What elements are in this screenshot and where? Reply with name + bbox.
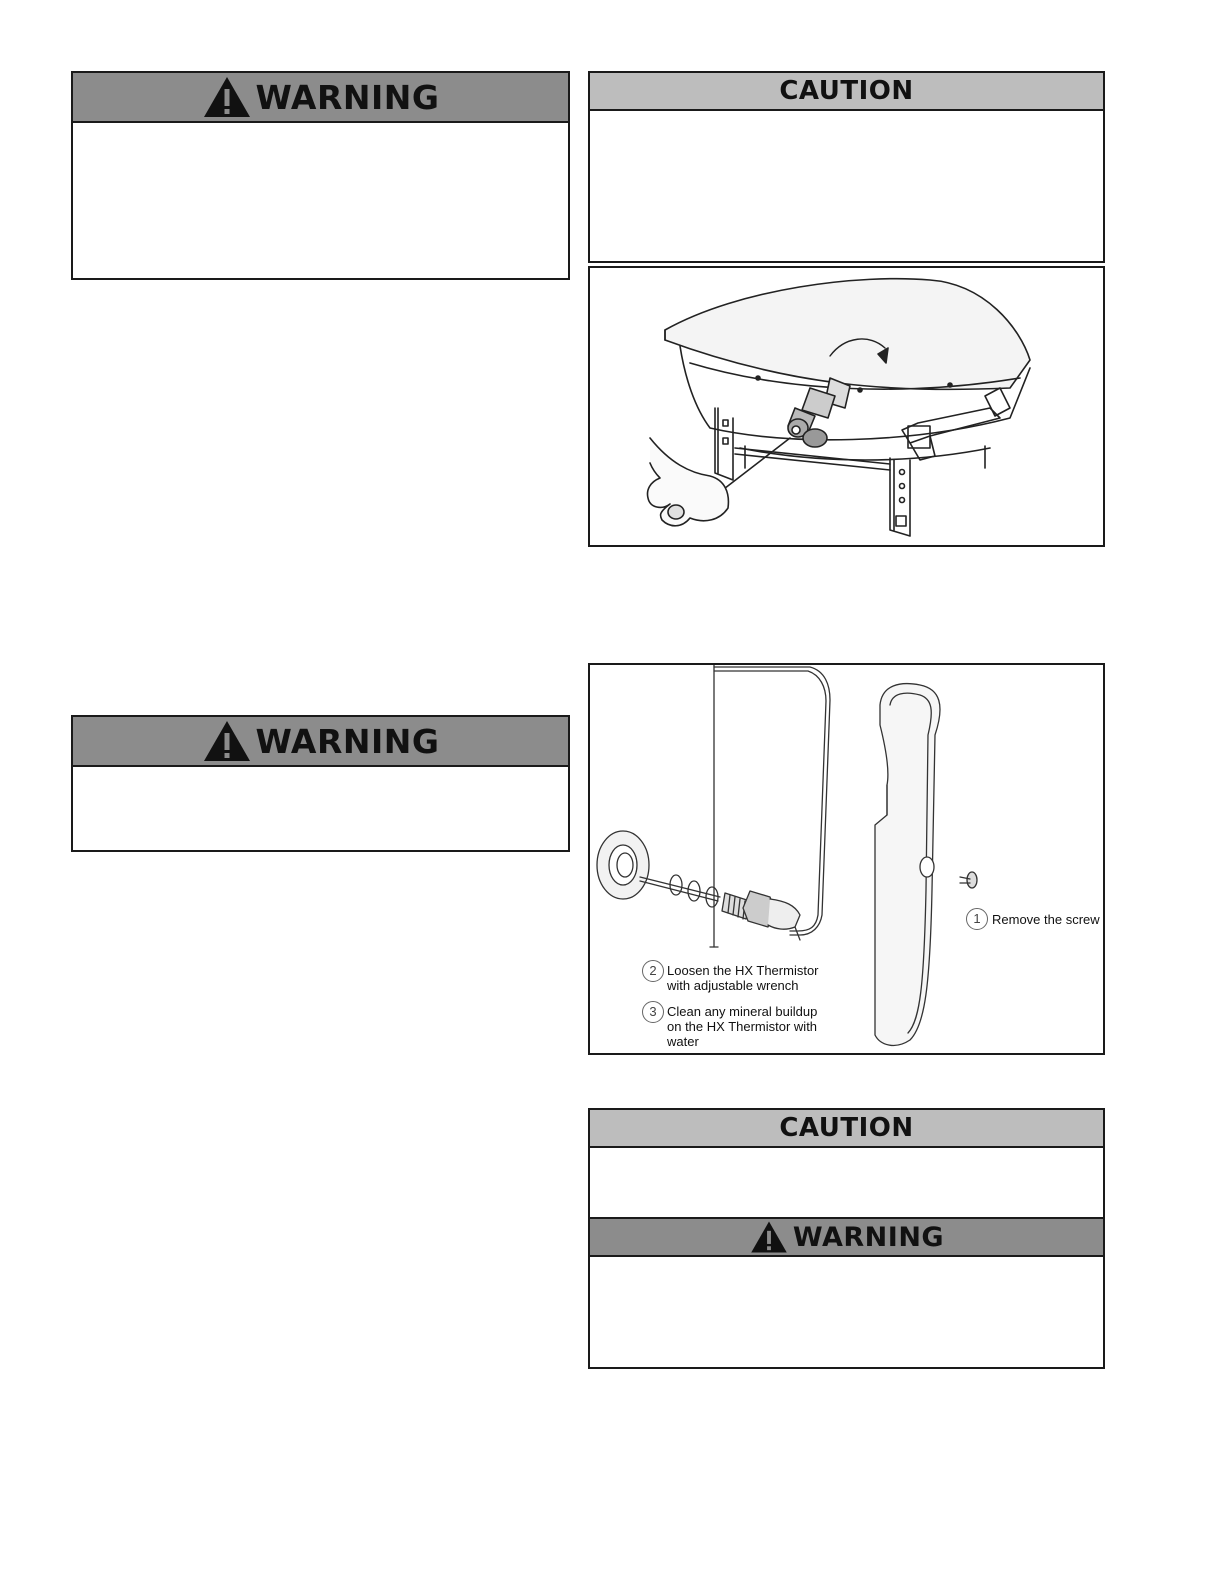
warning-header-1 bbox=[73, 73, 568, 123]
warning-box-3 bbox=[588, 1217, 1105, 1369]
caution-box-2 bbox=[588, 1108, 1105, 1219]
step-3-line-2: on the HX Thermistor with bbox=[667, 1019, 818, 1034]
figure-thermistor-removal bbox=[588, 266, 1105, 547]
step-2-line-1: Loosen the HX Thermistor bbox=[667, 963, 819, 978]
caution-label-2: CAUTION bbox=[779, 1113, 914, 1143]
warning-header-2 bbox=[73, 717, 568, 767]
step-2-line-2: with adjustable wrench bbox=[667, 978, 799, 993]
hx-thermistor-illustration bbox=[590, 665, 1103, 1053]
warning-label-3: WARNING bbox=[792, 1221, 945, 1253]
step-2-text bbox=[667, 963, 819, 993]
step-3-line-1: Clean any mineral buildup bbox=[667, 1004, 818, 1019]
step-1-text: Remove the screw bbox=[992, 912, 1100, 927]
step-3-number: 3 bbox=[642, 1001, 664, 1023]
warning-triangle-icon bbox=[202, 719, 252, 763]
caution-box-1 bbox=[588, 71, 1105, 263]
warning-triangle-icon bbox=[749, 1220, 789, 1254]
step-3-text bbox=[667, 1004, 817, 1049]
warning-box-1 bbox=[71, 71, 570, 280]
warning-label-1: WARNING bbox=[255, 77, 440, 117]
step-3-line-3: water bbox=[667, 1034, 699, 1049]
caution-label-1: CAUTION bbox=[779, 76, 914, 106]
step-1-number: 1 bbox=[966, 908, 988, 930]
figure-hx-thermistor bbox=[588, 663, 1105, 1055]
caution-header-2 bbox=[590, 1110, 1103, 1148]
heat-exchanger-illustration bbox=[590, 268, 1103, 545]
warning-box-2 bbox=[71, 715, 570, 852]
step-2-number: 2 bbox=[642, 960, 664, 982]
warning-header-3 bbox=[590, 1219, 1103, 1257]
warning-triangle-icon bbox=[202, 75, 252, 119]
warning-label-2: WARNING bbox=[255, 721, 440, 761]
caution-header-1 bbox=[590, 73, 1103, 111]
